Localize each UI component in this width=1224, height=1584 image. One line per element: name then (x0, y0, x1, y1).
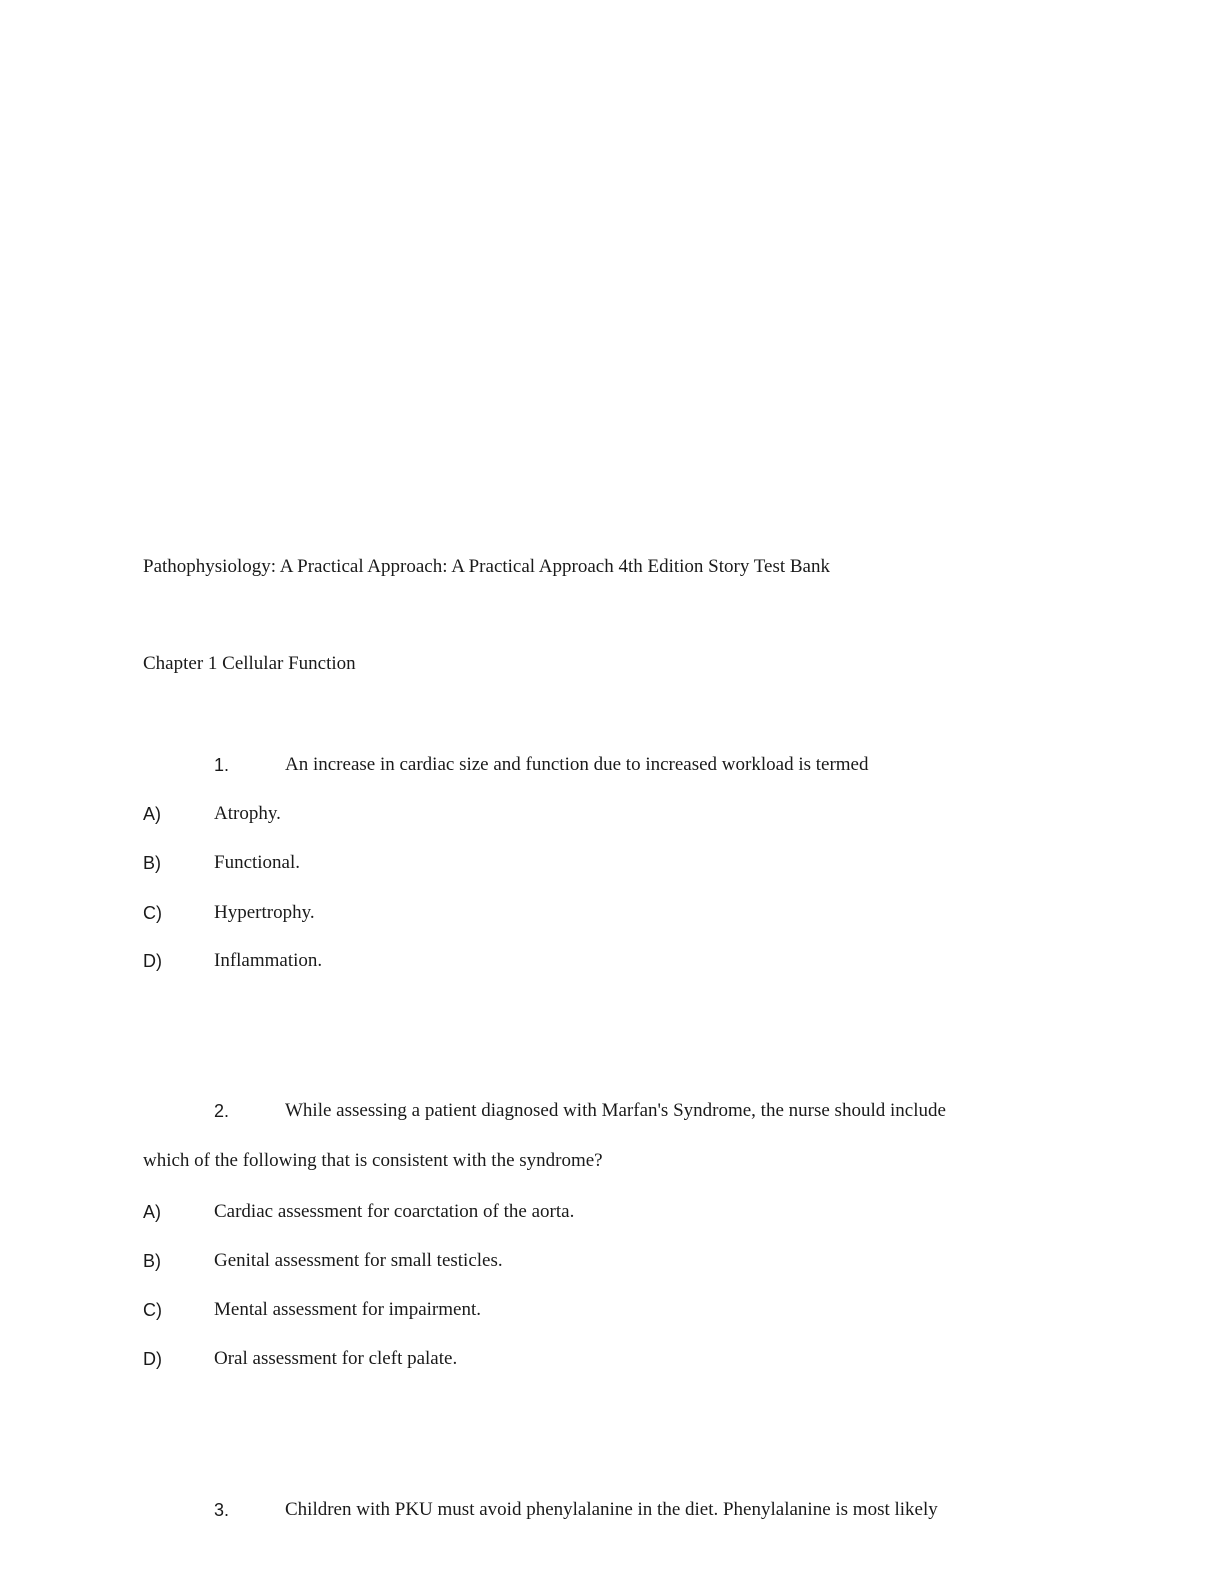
option-text: Genital assessment for small testicles. (214, 1250, 503, 1271)
question-text-continuation: which of the following that is consistent with the syndrome? (143, 1150, 603, 1171)
option-text: Inflammation. (214, 950, 323, 971)
question-text: Children with PKU must avoid phenylalanine in the diet. Phenylalanine is most likely (285, 1499, 938, 1520)
question-text: An increase in cardiac size and function due to increased workload is termed (285, 754, 869, 775)
question-number: 2. (214, 1101, 230, 1121)
option-letter: C) (143, 1300, 162, 1320)
option-text: Atrophy. (214, 803, 281, 824)
option-text: Cardiac assessment for coarctation of the aorta. (214, 1201, 575, 1222)
option-letter: D) (143, 1349, 162, 1369)
option-text: Oral assessment for cleft palate. (214, 1348, 458, 1369)
question-text: While assessing a patient diagnosed with Marfan's Syndrome, the nurse should include (285, 1100, 946, 1121)
document-title: Pathophysiology: A Practical Approach: A Practical Approach 4th Edition Story Test Bank (143, 556, 830, 577)
option-text: Functional. (214, 852, 301, 873)
option-letter: A) (143, 1202, 161, 1222)
option-letter: A) (143, 804, 161, 824)
option-letter: D) (143, 951, 162, 971)
option-text: Mental assessment for impairment. (214, 1299, 481, 1320)
question-number: 1. (214, 755, 230, 775)
option-letter: B) (143, 853, 161, 873)
option-letter: C) (143, 903, 162, 923)
option-text: Hypertrophy. (214, 902, 315, 923)
question-number: 3. (214, 1500, 230, 1520)
chapter-heading: Chapter 1 Cellular Function (143, 653, 356, 674)
option-letter: B) (143, 1251, 161, 1271)
